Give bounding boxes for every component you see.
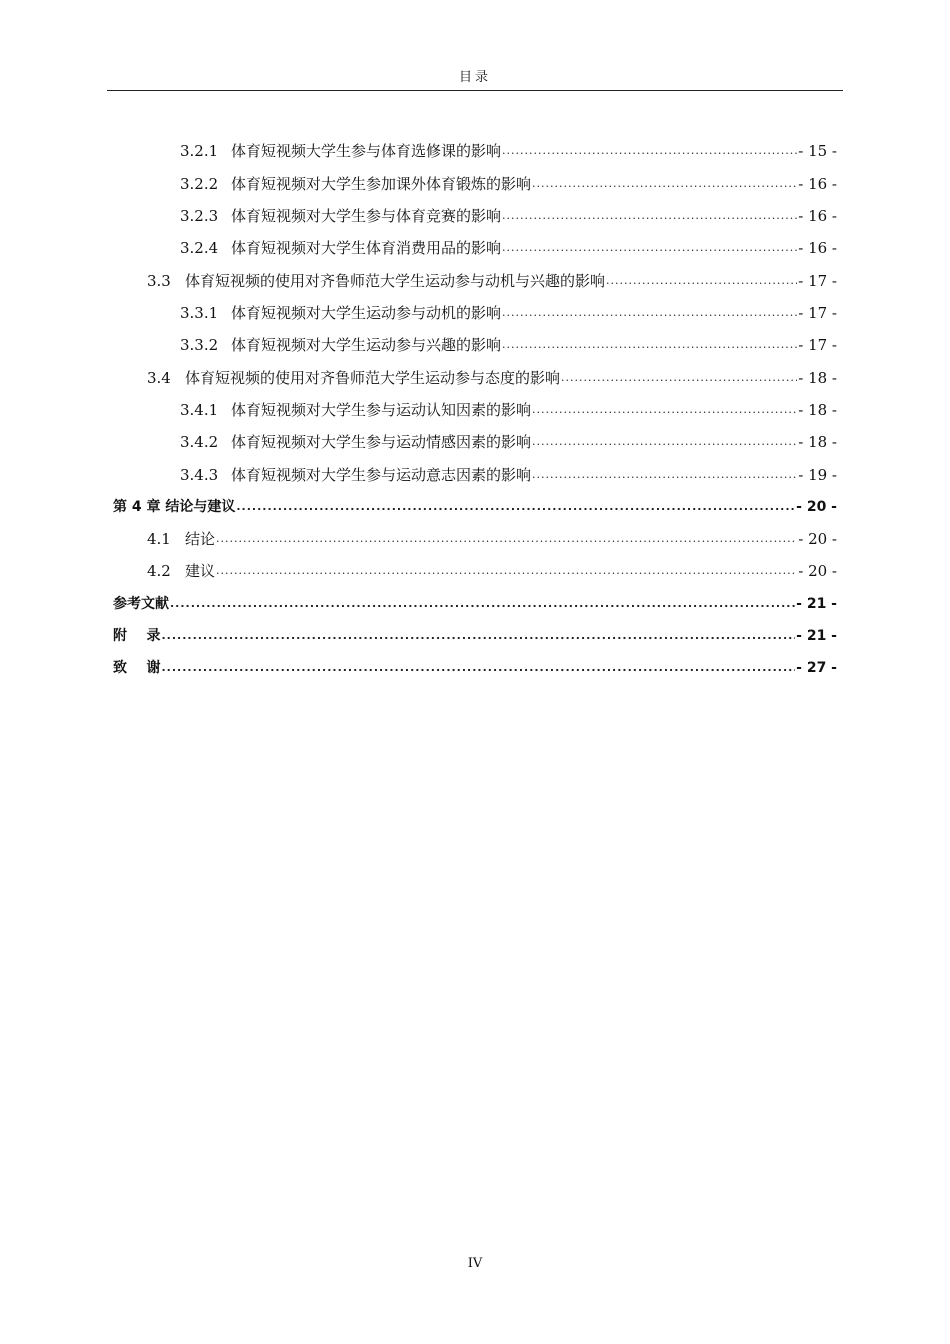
toc-entry-page: - 20 - (798, 530, 837, 548)
dot-leader (502, 238, 797, 258)
toc-entry[interactable] (147, 364, 837, 388)
toc-entry[interactable] (180, 396, 837, 420)
toc-entry-title: 结论 (185, 530, 216, 548)
toc-entry[interactable] (180, 170, 837, 194)
toc-entry-page: - 21 - (796, 628, 837, 644)
toc-entry-title: 附 录 (113, 628, 161, 644)
toc-entry-number: 3.2.3 (180, 207, 219, 225)
toc-entry-page: - 17 - (798, 336, 837, 354)
dot-leader (502, 141, 797, 161)
toc-entry[interactable] (180, 461, 837, 485)
dot-leader (170, 594, 795, 614)
toc-entry-page: - 16 - (798, 207, 837, 225)
toc-entry-number: 4.1 (147, 530, 171, 548)
toc-entry[interactable] (180, 202, 837, 226)
toc-entry-page: - 18 - (798, 369, 837, 387)
toc-entry-number: 3.2.4 (180, 239, 219, 257)
toc-entry-title: 体育短视频对大学生参加课外体育锻炼的影响 (231, 175, 532, 193)
toc-entry[interactable] (180, 428, 837, 452)
toc-entry-number: 3.3.1 (180, 304, 219, 322)
toc-chapter-entry[interactable] (113, 493, 837, 517)
toc-chapter-entry[interactable] (113, 622, 837, 646)
toc-entry-title: 建议 (185, 562, 216, 580)
toc-entry[interactable] (180, 299, 837, 323)
toc-entry-page: - 15 - (798, 142, 837, 160)
dot-leader (236, 497, 795, 517)
page-number: IV (467, 1256, 483, 1271)
dot-leader (502, 303, 797, 323)
dot-leader (606, 271, 797, 291)
toc-entry-page: - 19 - (798, 466, 837, 484)
toc-entry-title: 第 4 章 结论与建议 (113, 499, 236, 515)
dot-leader (216, 529, 797, 549)
toc-entry-title: 体育短视频大学生参与体育选修课的影响 (231, 142, 502, 160)
toc-chapter-entry[interactable] (113, 654, 837, 678)
toc-entry[interactable] (147, 557, 837, 581)
toc-entry-page: - 18 - (798, 401, 837, 419)
toc-entry[interactable] (180, 234, 837, 258)
dot-leader (532, 174, 797, 194)
toc-entry-title: 体育短视频对大学生参与运动意志因素的影响 (231, 466, 532, 484)
toc-entry-title: 致 谢 (113, 660, 161, 676)
toc-entry-page: - 16 - (798, 239, 837, 257)
dot-leader (216, 561, 797, 581)
toc-entry-page: - 20 - (796, 499, 837, 515)
toc-entry-title: 体育短视频的使用对齐鲁师范大学生运动参与态度的影响 (185, 369, 561, 387)
toc-entry-number: 3.4.1 (180, 401, 219, 419)
toc-entry-title: 体育短视频对大学生参与运动认知因素的影响 (231, 401, 532, 419)
toc-entry-title: 体育短视频的使用对齐鲁师范大学生运动参与动机与兴趣的影响 (185, 272, 606, 290)
toc-entry-title: 体育短视频对大学生参与运动情感因素的影响 (231, 433, 532, 451)
page-footer (0, 1256, 950, 1271)
toc-entry-title: 参考文献 (113, 596, 169, 612)
toc-entry-page: - 16 - (798, 175, 837, 193)
toc-entry-number: 3.3 (147, 272, 171, 290)
toc-entry-number: 3.4.2 (180, 433, 219, 451)
toc-entry-title: 体育短视频对大学生体育消费用品的影响 (231, 239, 502, 257)
dot-leader (502, 206, 797, 226)
header-title: 目录 (458, 70, 491, 85)
toc-entry-number: 3.2.2 (180, 175, 219, 193)
toc-entry-title: 体育短视频对大学生参与体育竞赛的影响 (231, 207, 502, 225)
toc-entry-page: - 20 - (798, 562, 837, 580)
toc-entry-number: 3.4.3 (180, 466, 219, 484)
dot-leader (532, 400, 797, 420)
toc-entry-page: - 18 - (798, 433, 837, 451)
dot-leader (561, 368, 797, 388)
toc-entry-number: 3.2.1 (180, 142, 219, 160)
dot-leader (162, 626, 796, 646)
toc-entry-page: - 17 - (798, 272, 837, 290)
toc-entry-page: - 17 - (798, 304, 837, 322)
toc-entry-page: - 21 - (796, 596, 837, 612)
toc-entry-page: - 27 - (796, 660, 837, 676)
running-header (107, 68, 843, 91)
toc-entry-title: 体育短视频对大学生运动参与兴趣的影响 (231, 336, 502, 354)
dot-leader (532, 432, 797, 452)
toc-entry[interactable] (147, 267, 837, 291)
toc-chapter-entry[interactable] (113, 590, 837, 614)
toc-entry-number: 3.4 (147, 369, 171, 387)
toc-entry-title: 体育短视频对大学生运动参与动机的影响 (231, 304, 502, 322)
toc-entry-number: 3.3.2 (180, 336, 219, 354)
toc-entry[interactable] (180, 331, 837, 355)
toc-entry[interactable] (180, 137, 837, 161)
toc-entry[interactable] (147, 525, 837, 549)
dot-leader (502, 335, 797, 355)
toc-entry-number: 4.2 (147, 562, 171, 580)
dot-leader (162, 658, 796, 678)
dot-leader (532, 465, 797, 485)
